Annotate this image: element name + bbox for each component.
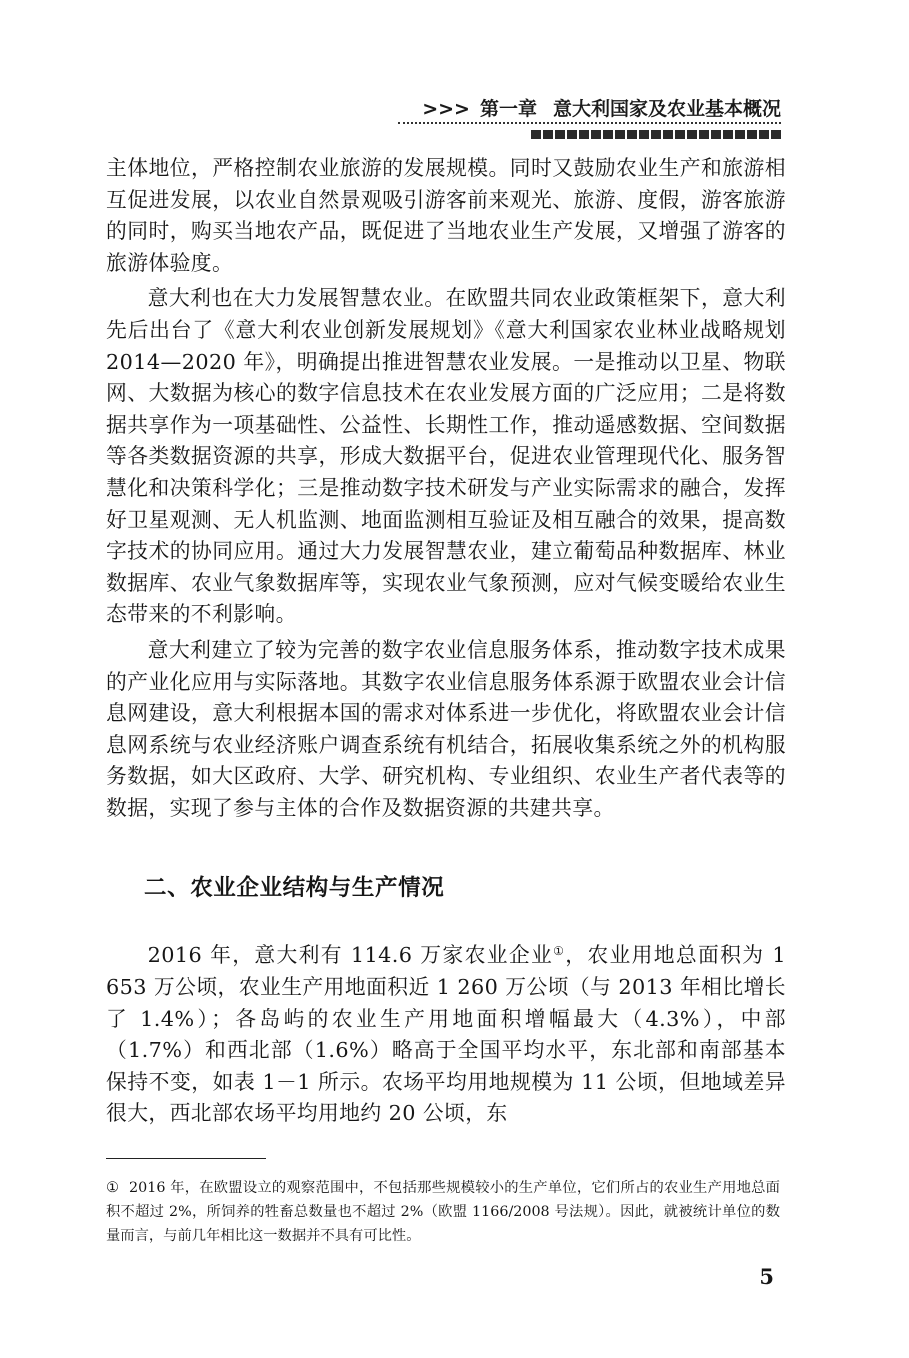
footnote (106, 1176, 780, 1248)
page-number: 5 (759, 1264, 774, 1289)
body-text (106, 153, 786, 1130)
paragraph-digital-service-system: 意大利建立了较为完善的数字农业信息服务体系，推动数字技术成果的产业化应用与实际落地。其数字农业信息服务体系源于欧盟农业会计信息网建设，意大利根据本国的需求对体系进一步优化，将欧盟农业会计信息网系统与农业经济账户调查系统有机结合，拓展收集系统之外的机构服务数据，如大区政府、大学、研究机构、专业组织、农业生产者代表等的数据，实现了参与主体的合作及数据资源的共建共享。 (106, 637, 786, 820)
paragraph-text-after-note: ，农业用地总面积为 1 653 万公顷，农业生产用地面积近 1 260 万公顷（与 2013 年相比增长了 1.4%）；各岛屿的农业生产用地面积增幅最大（4.3%），中部（1.7%）和西北部（1.6%）略高于全国平均水平，东北部和南部基本保持不变，如表 1－1 所示。农场平均用地规模为 11 公顷，但地域差异很大，西北部农场平均用地约 20 公顷，东 (106, 943, 786, 1126)
footnote-mark: ① (106, 1180, 120, 1196)
running-header (422, 94, 781, 121)
paragraph-continued: 主体地位，严格控制农业旅游的发展规模。同时又鼓励农业生产和旅游相互促进发展，以农业自然景观吸引游客前来观光、旅游、度假，游客旅游的同时，购买当地农产品，既促进了当地农业生产发展，又增强了游客的旅游体验度。 (106, 156, 786, 275)
paragraph-text-before-note: 2016 年，意大利有 114.6 万家农业企业 (147, 943, 554, 968)
footnote-reference[interactable]: ① (553, 944, 566, 959)
header-arrows: >>> (422, 98, 470, 120)
footnote-separator (106, 1158, 266, 1159)
footnote-text: 2016 年，在欧盟设立的观察范围中，不包括那些规模较小的生产单位，它们所占的农业生产用地总面积不超过 2%，所饲养的牲畜总数量也不超过 2%（欧盟 1166/2008 号法规）。因此，就被统计单位的数量而言，与前几年相比这一数据并不具有可比性。 (106, 1180, 780, 1244)
paragraph-smart-agriculture: 意大利也在大力发展智慧农业。在欧盟共同农业政策框架下，意大利先后出台了《意大利农业创新发展规划》《意大利国家农业林业战略规划 2014—2020 年》，明确提出推进智慧农业发展。一是推动以卫星、物联网、大数据为核心的数字信息技术在农业发展方面的广泛应用；二是将数据共享作为一项基础性、公益性、长期性工作，推动遥感数据、空间数据等各类数据资源的共享，形成大数据平台，促进农业管理现代化、服务智慧化和决策科学化；三是推动数字技术研发与产业实际需求的融合，发挥好卫星观测、无人机监测、地面监测相互验证及相互融合的效果，提高数字技术的协同应用。通过大力发展智慧农业，建立葡萄品种数据库、林业数据库、农业气象数据库等，实现农业气象预测，应对气候变暖给农业生态带来的不利影响。 (106, 286, 786, 627)
paragraph-enterprise-structure (106, 940, 786, 1130)
header-dotted-rule (398, 122, 781, 124)
section-heading: 二、农业企业结构与生产情况 (144, 875, 445, 902)
chapter-label: 第一章 (479, 98, 537, 120)
chapter-title: 意大利国家及农业基本概况 (552, 98, 781, 120)
header-block-rule (531, 130, 781, 139)
